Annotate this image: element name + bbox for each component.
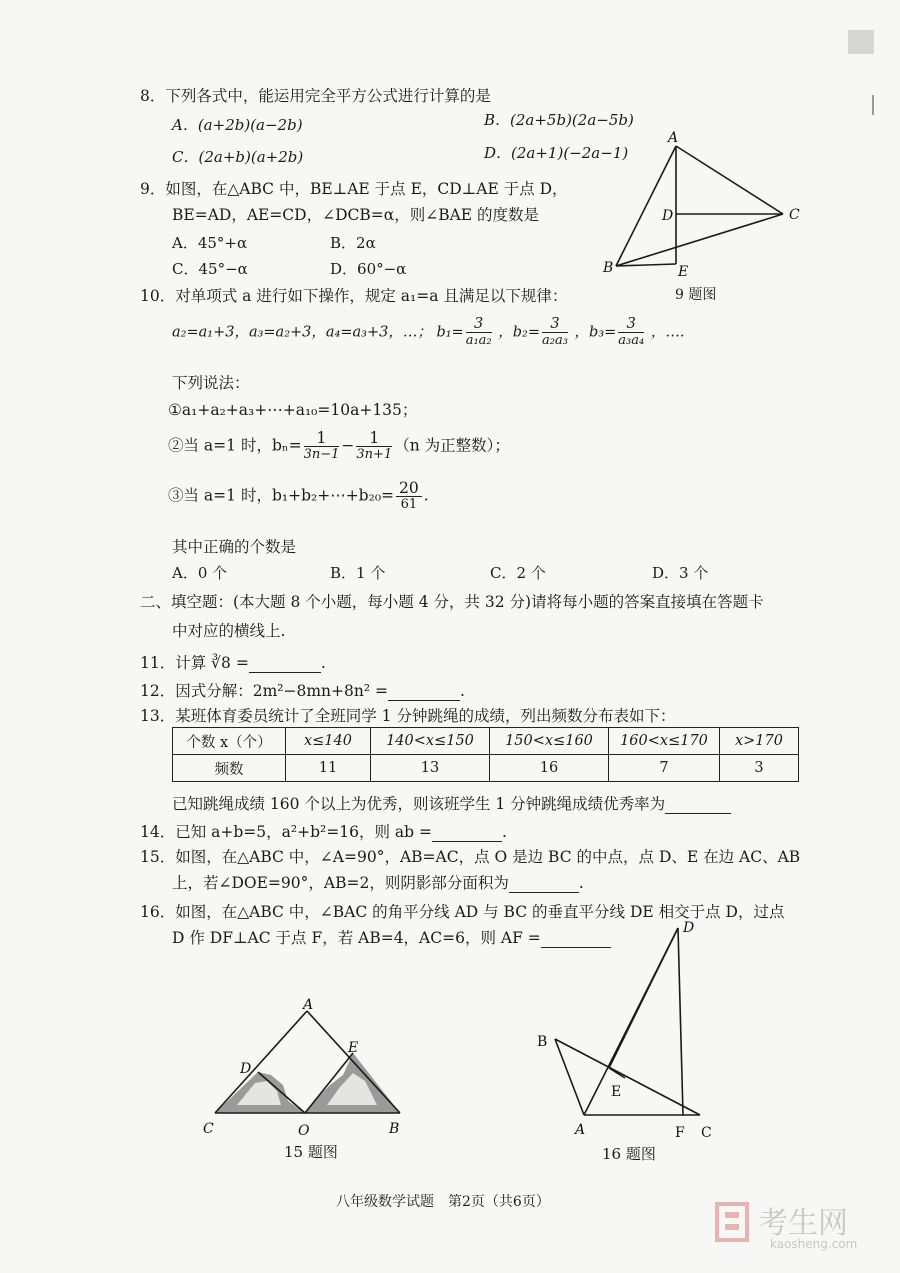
table-header-cell: x>170 (720, 728, 799, 755)
q15-line1: 15．如图，在△ABC 中，∠A=90°，AB=AC，点 O 是边 BC 的中点，点 D、E 在边 AC、AB (140, 848, 801, 866)
q9-label-c: C (789, 207, 800, 223)
q10-b3-den: a₃a₄ (618, 333, 645, 348)
q13-answer-blank[interactable] (665, 795, 731, 814)
q15-line2 (172, 871, 584, 893)
q10-option-c: C．2 个 (490, 564, 546, 582)
q9-option-c: C．45°−α (172, 260, 248, 278)
q15-label-d: D (240, 1061, 252, 1077)
q9-label-e: E (678, 264, 689, 280)
q9-side-bc (616, 214, 783, 266)
q16-tick-e (609, 1068, 625, 1078)
q10-c2-f1-den: 3n−1 (303, 447, 340, 462)
q10-claim-2-frac1 (304, 430, 340, 463)
q10-claim-2-pre: ②当 a=1 时，bₙ= (168, 436, 302, 455)
table-cell: 频数 (173, 755, 286, 782)
q10-stem: 10．对单项式 a 进行如下操作，规定 a₁=a 且满足以下规律： (140, 287, 568, 305)
q9-side-ac (676, 146, 783, 214)
q10-c2-minus: − (341, 436, 355, 455)
q15-figure (195, 995, 420, 1140)
q16-figure (525, 918, 725, 1143)
q16-label-b: B (537, 1034, 548, 1050)
q10-b1-frac (466, 316, 492, 349)
table-cell: 16 (490, 755, 609, 782)
q9-line-be (616, 264, 676, 266)
q10-claim-2 (168, 430, 510, 463)
q13-stem: 13．某班体育委员统计了全班同学 1 分钟跳绳的成绩，列出频数分布表如下： (140, 707, 676, 725)
q9-figure (590, 120, 820, 305)
q10-claim-3-pre: ③当 a=1 时，b₁+b₂+⋯+b₂₀= (168, 486, 395, 505)
q10-sequence-row (172, 316, 684, 349)
q15-post: . (578, 874, 584, 892)
q10-claim-3-post: . (423, 486, 429, 505)
q16-label-e: E (611, 1084, 622, 1100)
q12-answer-blank[interactable] (388, 682, 460, 701)
q12-post: . (460, 682, 465, 700)
q10-c2-f1-num: 1 (304, 430, 340, 447)
table-cell: 13 (371, 755, 490, 782)
q10-b2-lhs: ，b₂= (498, 324, 540, 341)
q14 (140, 820, 507, 842)
q11-answer-blank[interactable] (249, 654, 321, 673)
q10-b1-num: 3 (466, 316, 492, 333)
q10-b3-num: 3 (618, 316, 644, 333)
q10-c3-den: 61 (400, 497, 418, 512)
table-header-cell: 140<x≤150 (371, 728, 490, 755)
q10-option-b: B．1 个 (330, 564, 386, 582)
q14-text: 14．已知 a+b=5，a²+b²=16，则 ab = (140, 823, 432, 841)
q9-label-d: D (662, 208, 674, 224)
q16-side-ba (555, 1039, 584, 1115)
table-cell: 3 (720, 755, 799, 782)
q13-follow-text: 已知跳绳成绩 160 个以上为优秀，则该班学生 1 分钟跳绳成绩优秀率为 (172, 795, 666, 813)
q9-option-a: A．45°+α (172, 234, 248, 252)
q10-b2-den: a₂a₃ (541, 333, 568, 348)
q9-option-d: D．60°−α (330, 260, 407, 278)
q10-b1-den: a₁a₂ (465, 333, 492, 348)
kaosheng-logo-icon (715, 1202, 751, 1242)
q16-label-c: C (701, 1125, 712, 1141)
q11 (140, 651, 326, 673)
q16-line-ed (609, 928, 678, 1068)
q16-caption: 16 题图 (602, 1145, 656, 1163)
watermark-text: 考生网 (758, 1206, 848, 1241)
q10-c2-f2-num: 1 (356, 430, 392, 447)
q10-ask: 其中正确的个数是 (172, 538, 297, 556)
table-cell: 11 (286, 755, 371, 782)
q15-label-e: E (348, 1040, 359, 1056)
q10-option-a: A．0 个 (172, 564, 228, 582)
q10-c2-f2-den: 3n+1 (356, 447, 393, 462)
scan-edge-line (872, 95, 874, 115)
q12-text: 12．因式分解：2m²−8mn+8n² = (140, 682, 388, 700)
table-header-cell: 150<x≤160 (490, 728, 609, 755)
q9-line2: BE=AD，AE=CD，∠DCB=α，则∠BAE 的度数是 (172, 206, 540, 224)
q9-side-ab (616, 146, 676, 266)
q16-line-df (678, 928, 683, 1115)
q10-c3-num: 20 (396, 480, 422, 497)
q16-label-f: F (675, 1125, 685, 1141)
q10-b3-frac (618, 316, 644, 349)
page-footer: 八年级数学试题 第2页（共6页） (336, 1194, 550, 1210)
q15-label-a: A (303, 997, 314, 1013)
q15-line2-text: 上，若∠DOE=90°，AB=2，则阴影部分面积为 (172, 874, 509, 892)
section2-heading-cont: 中对应的横线上. (172, 622, 286, 640)
q10-claim-2-post: （n 为正整数）； (394, 436, 510, 455)
q8-option-d: D．(2a+1)(−2a−1) (484, 144, 629, 162)
q15-label-o: O (298, 1123, 310, 1139)
q14-answer-blank[interactable] (432, 823, 502, 842)
q10-b2-num: 3 (542, 316, 568, 333)
q10-seq-end: ，…. (650, 324, 685, 341)
q8-stem: 8．下列各式中，能运用完全平方公式进行计算的是 (140, 87, 491, 105)
q16-side-bc (555, 1039, 700, 1115)
section2-heading: 二、填空题：(本大题 8 个小题，每小题 4 分，共 32 分)请将每小题的答案直接填在答题卡 (140, 593, 764, 611)
q10-claim-1: ①a₁+a₂+a₃+⋯+a₁₀=10a+135； (168, 401, 418, 419)
q8-option-a: A．(a+2b)(a−2b) (172, 116, 303, 134)
q16-line1: 16．如图，在△ABC 中，∠BAC 的角平分线 AD 与 BC 的垂直平分线 DE 相交于点 D，过点 (140, 903, 785, 921)
q16-label-d: D (683, 920, 695, 936)
q9-option-b: B．2α (330, 234, 376, 252)
q10-b3-lhs: ，b₃= (574, 324, 617, 341)
q11-post: . (320, 654, 326, 672)
q14-post: . (501, 823, 507, 841)
q10-b1-lhs: b₁= (436, 324, 464, 341)
q9-label-b: B (603, 260, 614, 276)
q9-label-a: A (668, 130, 679, 146)
watermark-url: kaosheng.com (770, 1237, 858, 1251)
scan-edge-mark (848, 30, 874, 54)
table-cell: 7 (609, 755, 720, 782)
q15-caption: 15 题图 (284, 1143, 338, 1161)
q13-follow (172, 792, 731, 814)
q10-claim-2-frac2 (356, 430, 392, 463)
q12 (140, 679, 465, 701)
q16-line2-text: D 作 DF⊥AC 于点 F，若 AB=4，AC=6，则 AF = (172, 929, 541, 947)
q8-option-b: B．(2a+5b)(2a−5b) (484, 111, 634, 129)
q10-option-d: D．3 个 (652, 564, 709, 582)
q15-label-c: C (203, 1121, 214, 1137)
q16-label-a: A (575, 1122, 586, 1138)
q15-answer-blank[interactable] (509, 874, 579, 893)
table-header-cell: 160<x≤170 (609, 728, 720, 755)
q13-frequency-table (172, 727, 799, 782)
q10-seq: a₂=a₁+3，a₃=a₂+3，a₄=a₃+3，…； (172, 324, 432, 341)
q11-text: 11．计算 ∛8 = (140, 654, 249, 672)
table-header-cell: 个数 x（个） (173, 728, 286, 755)
table-header-row (173, 728, 799, 755)
q10-b2-frac (542, 316, 568, 349)
q9-line1: 9．如图，在△ABC 中，BE⊥AE 于点 E，CD⊥AE 于点 D， (140, 180, 568, 198)
q10-claim-3 (168, 480, 429, 513)
q15-label-b: B (389, 1121, 400, 1137)
table-row (173, 755, 799, 782)
q10-claims-intro: 下列说法： (172, 374, 250, 392)
q9-caption: 9 题图 (675, 287, 717, 303)
table-header-cell: x≤140 (286, 728, 371, 755)
q8-option-c: C．(2a+b)(a+2b) (172, 148, 304, 166)
q10-claim-3-frac (396, 480, 422, 513)
